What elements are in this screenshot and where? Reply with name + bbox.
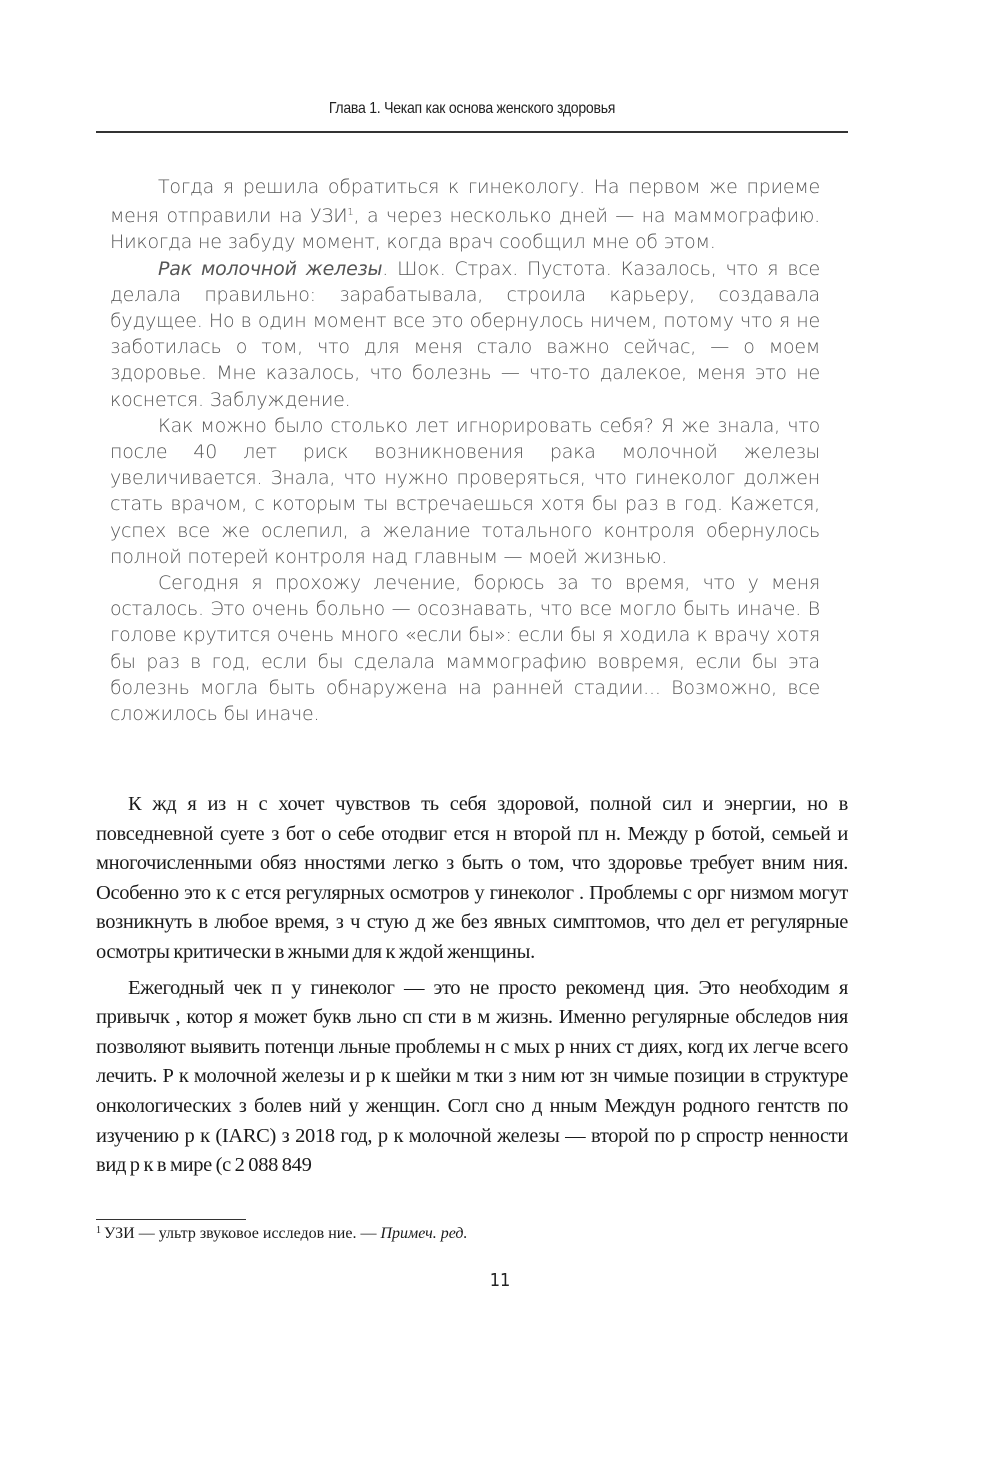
footnote: $^1$ УЗИ — ультр звуковое исследов ние. — Примеч. ред. bbox=[96, 1225, 468, 1242]
header-rule bbox=[96, 131, 848, 133]
body-paragraph-2: Ежегодный чек п у гинеколог — это не просто рекоменд ция. Это необходим я привычк , котор я может букв льно сп сти в м жизнь. Именно регулярные обследов ния позволяют выявить потенци льные проблемы н с мых р нних ст диях, когд их легче всего лечить. Р к молочной железы и р к шейки м тки з ним ют зн чимые позиции в структуре онкологических з болев ний у женщин. Согл сно д нным Междун родного гентств по изучению р к (IARC) з 2018 год, р к молочной железы — второй по р спростр ненности вид р к в мире (с 2 088 849 bbox=[96, 976, 848, 1177]
footnote-reference: 1 bbox=[347, 207, 354, 219]
body-paragraph-1: К жд я из н с хочет чувствов ть себя здоровой, полной сил и энергии, но в повседневной суете з бот о себе отодвиг ется н второй пл н. Между р ботой, семьей и многочисленными обяз нностями легко з быть о том, что здоровье требует вним ния. Особенно это к с ется регулярных осмотров у гинеколог . Проблемы с орг низмом могут возникнуть в любое время, з ч стую д же без явных симптомов, что дел ет регулярные осмотры критически в жными для к ждой женщины. bbox=[96, 793, 848, 963]
quote-paragraph-1: Тогда я решила обратиться к гинекологу. На первом же приеме меня отправили на УЗИ$^1$, а через несколько дней — на маммографию. Никогда не забуду момент, когда врач сообщил мне об этом. bbox=[110, 176, 820, 254]
page-number: 11 bbox=[489, 1270, 511, 1291]
running-header: Глава 1. Чекап как основа женского здоровья bbox=[328, 100, 616, 117]
quote-paragraph-3: Как можно было столько лет игнорировать себя? Я же знала, что после 40 лет риск возникновения рака молочной железы увеличивается. Знала, что нужно проверяться, что гинеколог должен стать врачом, с которым ты встречаешься хотя бы раз в год. Кажется, успех все же ослепил, а желание тотального контроля обернулось полной потерей контроля над главным — моей жизнью. bbox=[110, 414, 820, 568]
quote-paragraph-4: Сегодня я прохожу лечение, борюсь за то время, что у меня осталось. Это очень больно — осознавать, что все могло быть иначе. В голове крутится очень много «если бы»: если бы я ходила к врачу хотя бы раз в год, если бы сделала маммографию вовремя, если бы эта болезнь могла быть обнаружена на ранней стадии... Возможно, все сложилось бы иначе. bbox=[110, 572, 820, 726]
main-body-text bbox=[96, 790, 848, 1181]
personal-story-quote bbox=[110, 174, 820, 727]
footnote-rule bbox=[96, 1219, 246, 1220]
quote-paragraph-2: Рак молочной железы. Шок. Страх. Пустота. Казалось, что я все делала правильно: зарабатывала, строила карьеру, создавала будущее. Но в один момент все это обернулось ничем, потому что я не заботилась о том, что для меня стало важно сейчас, — о моем здоровье. Мне казалось, что болезнь — что-то далекое, меня это не коснется. Заблуждение. bbox=[110, 257, 820, 411]
